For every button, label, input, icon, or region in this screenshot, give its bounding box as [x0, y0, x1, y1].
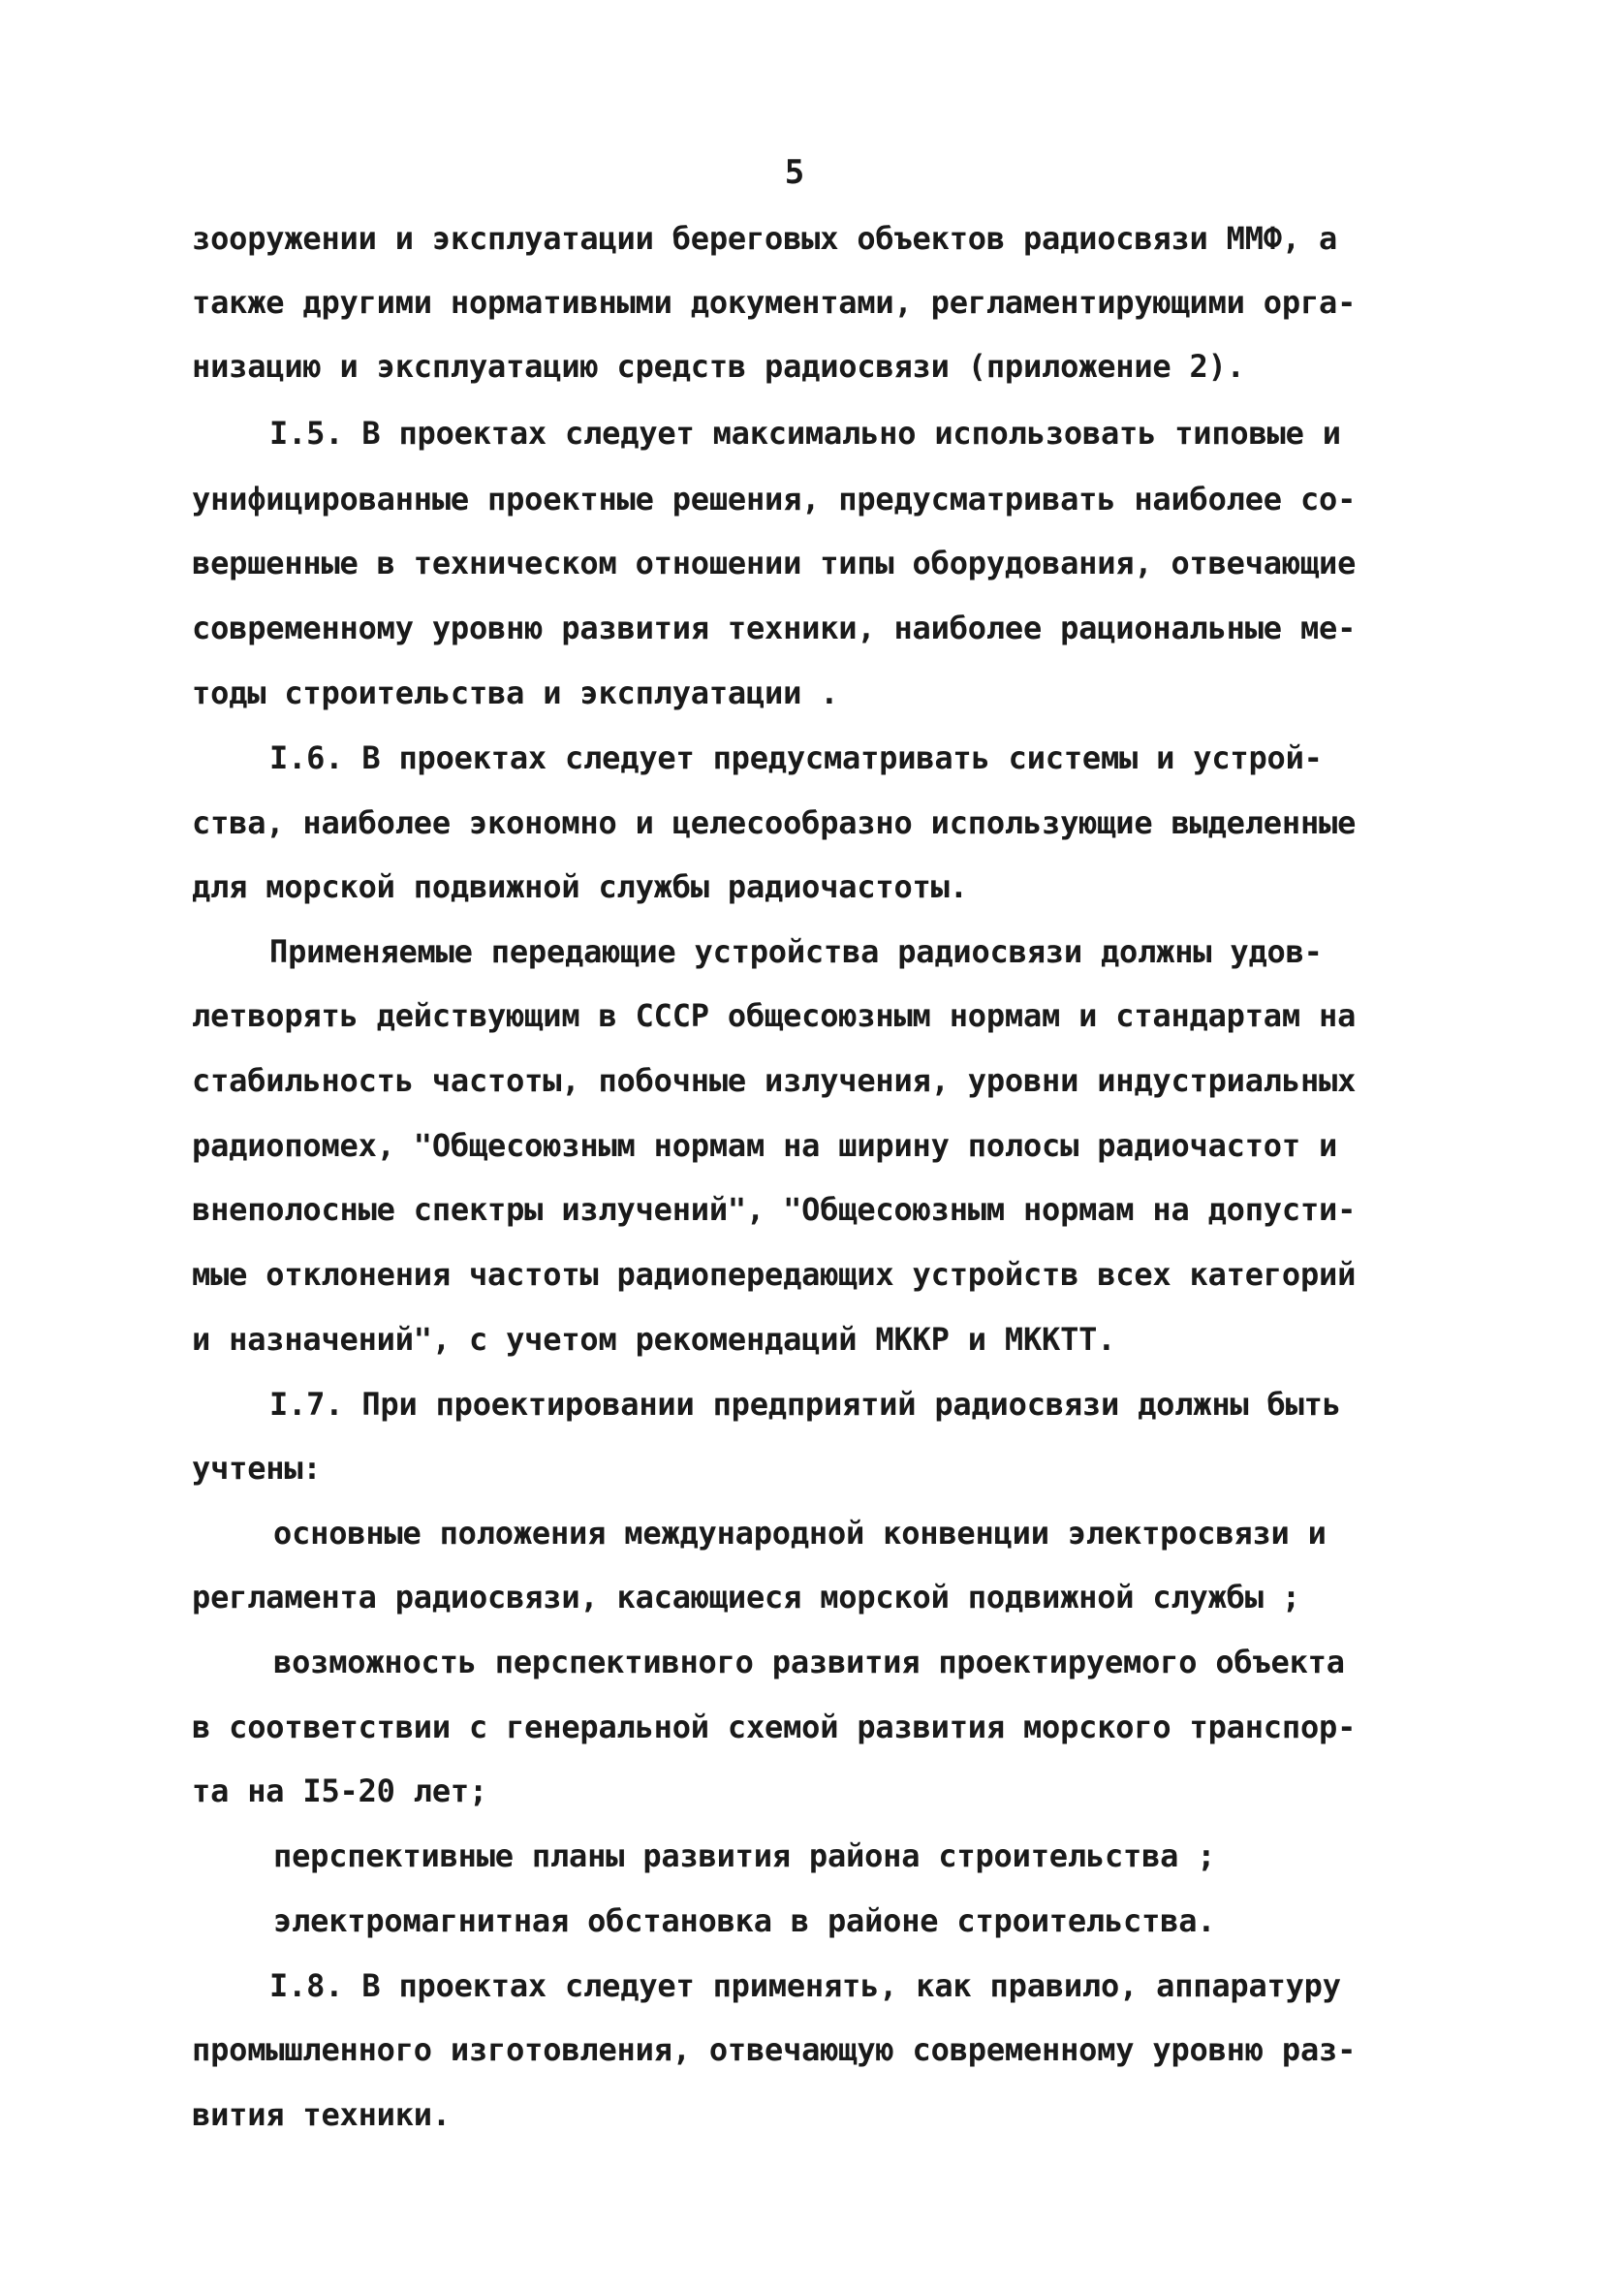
text-line: зооружении и эксплуатации береговых объектов радиосвязи ММФ, а — [192, 220, 1338, 257]
text-line: промышленного изготовления, отвечающую современному уровню раз- — [192, 2031, 1357, 2068]
page-number: 5 — [784, 153, 805, 192]
paragraph-start: Применяемые передающие устройства радиосвязи должны удов- — [269, 933, 1323, 970]
text-line: унифицированные проектные решения, предусматривать наиболее со- — [192, 481, 1357, 518]
text-line: ства, наиболее экономно и целесообразно использующие выделенные — [192, 804, 1357, 841]
list-item: основные положения международной конвенции электросвязи и — [273, 1515, 1327, 1552]
list-item: возможность перспективного развития проектируемого объекта — [273, 1644, 1345, 1680]
text-line: вития техники. — [192, 2096, 451, 2133]
text-line: вершенные в техническом отношении типы оборудования, отвечающие — [192, 545, 1357, 581]
text-line: внеполосные спектры излучений", "Общесоюзным нормам на допусти- — [192, 1191, 1357, 1228]
text-line: регламента радиосвязи, касающиеся морской подвижной службы ; — [192, 1579, 1300, 1616]
text-line: летворять действующим в СССР общесоюзным нормам и стандартам на — [192, 997, 1357, 1034]
text-line: низацию и эксплуатацию средств радиосвязи (приложение 2). — [192, 348, 1245, 385]
text-line: мые отклонения частоты радиопередающих устройств всех категорий — [192, 1256, 1357, 1293]
text-line: учтены: — [192, 1450, 322, 1487]
list-item: электромагнитная обстановка в районе строительства. — [273, 1902, 1216, 1939]
text-line: в соответствии с генеральной схемой развития морского транспор- — [192, 1709, 1357, 1745]
paragraph-start-1-5: I.5. В проектах следует максимально использовать типовые и — [269, 415, 1341, 452]
text-line: та на I5-20 лет; — [192, 1772, 488, 1809]
text-line: для морской подвижной службы радиочастоты. — [192, 868, 968, 905]
text-line: тоды строительства и эксплуатации . — [192, 674, 839, 711]
text-line: также другими нормативными документами, регламентирующими орга- — [192, 284, 1357, 321]
text-line: радиопомех, "Общесоюзным нормам на ширину полосы радиочастот и — [192, 1127, 1338, 1164]
paragraph-start-1-8: I.8. В проектах следует применять, как правило, аппаратуру — [269, 1967, 1341, 2004]
list-item: перспективные планы развития района строительства ; — [273, 1837, 1216, 1874]
paragraph-start-1-6: I.6. В проектах следует предусматривать системы и устрой- — [269, 739, 1323, 776]
text-line: современному уровню развития техники, наиболее рациональные ме- — [192, 610, 1357, 646]
text-line: стабильность частоты, побочные излучения, уровни индустриальных — [192, 1062, 1357, 1099]
paragraph-start-1-7: I.7. При проектировании предприятий радиосвязи должны быть — [269, 1386, 1341, 1423]
text-line: и назначений", с учетом рекомендаций МККР и МККТТ. — [192, 1321, 1116, 1358]
